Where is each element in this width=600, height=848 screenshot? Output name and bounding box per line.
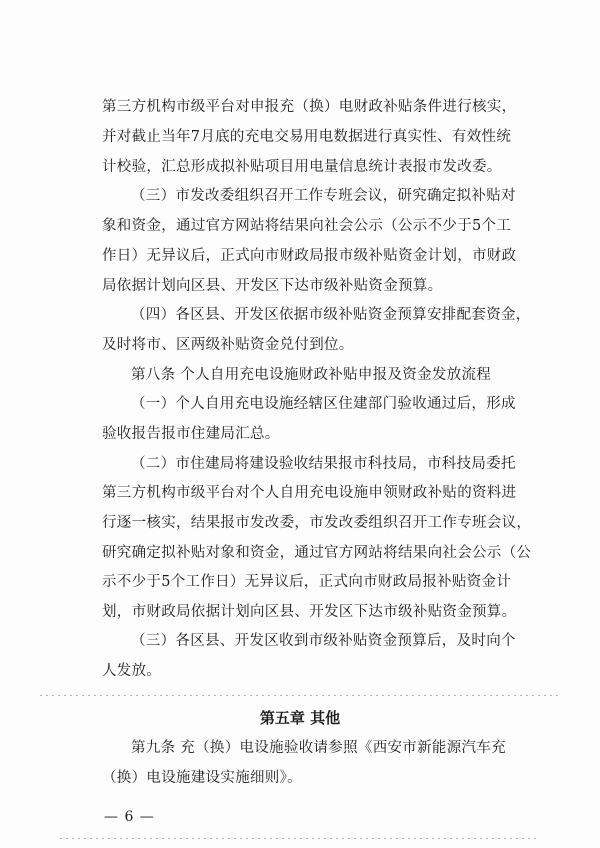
page-number: — 6 —	[104, 809, 155, 825]
scan-artifact-line	[60, 838, 540, 839]
scan-artifact-line	[40, 695, 560, 696]
chapter-heading: 第五章 其他	[259, 709, 341, 727]
document-page: 第三方机构市级平台对申报充（换）电财政补贴条件进行核实， 并对截止当年7月底的充电交易用电数据进行真实性、有效性统 计校验，汇总形成拟补贴项目用电量信息统计表报市发改委。 （三）市发改委组织召开工作专班会议，研究确定拟补贴对 象和资金，通过官方网站将结果向社会公示（公示不少于5个工 作日）无异议后，正式向市财政局报市级补贴资金计划，市财政 局依据计划向区县、开发区下达市级补贴资金预算。 （四）各区县、开发区依据市级补贴资金预算安排配套资金， 及时将市、区两级补贴资金兑付到位。 第八条 个人自用充电设施财政补贴申报及资金发放流程 （一）个人自用充电设施经辖区住建部门验收通过后，形成 验收报告报市住建局汇总。 （二）市住建局将建设验收结果报市科技局，市科技局委托 第三方机构市级平台对个人自用充电设施申领财政补贴的资料进 行逐一核实，结果报市发改委，市发改委组织召开工作专班会议， 研究确定拟补贴对象和资金，通过官方网站将结果向社会公示（公 示不少于5个工作日）无异议后，正式向市财政局报补贴资金计 划，市财政局依据计划向区县、开发区下达市级补贴资金预算。 （三）各区县、开发区收到市级补贴资金预算后，及时向个 人发放。 第五章 其他 第九条 充（换）电设施验收请参照《西安市新能源汽车充 （换）电设施建设实施细则》。 — 6 —	[0, 0, 600, 848]
